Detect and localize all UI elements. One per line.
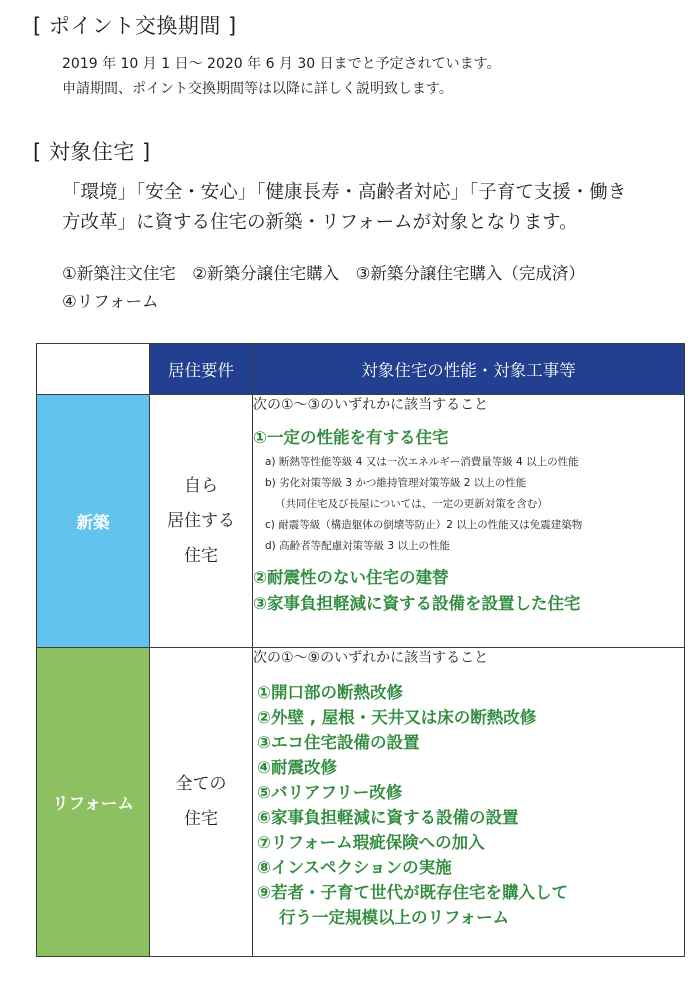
new-build-sub-list [253, 452, 684, 557]
sub-item: a) 断熱等性能等級 4 又は一次エネルギー消費量等級 4 以上の性能 [265, 456, 579, 468]
reform-item: ⑤バリアフリー改修 [257, 783, 403, 802]
sub-item: d) 高齢者等配慮対策等級 3 以上の性能 [265, 540, 450, 552]
reform-item-continuation: 行う一定規模以上のリフォーム [279, 908, 510, 927]
new-build-item-1: ①一定の性能を有する住宅 [253, 428, 449, 447]
target-heading: [ 対象住宅 ] [33, 140, 151, 164]
period-line: 申請期間、ポイント交換期間等は以降に詳しく説明致します。 [62, 81, 453, 97]
reform-item: ④耐震改修 [257, 758, 337, 777]
header-requirement: 居住要件 [150, 344, 253, 395]
requirement-line: 住宅 [184, 809, 218, 829]
requirement-new-build [150, 395, 253, 648]
period-line: 2019 年 10 月 1 日～ 2020 年 6 月 30 日までと予定されています。 [62, 56, 501, 72]
requirement-line: 住宅 [184, 545, 218, 566]
requirement-line: 居住する [167, 510, 235, 531]
target-line: 「環境」「安全・安心」「健康長寿・高齢者対応」「子育て支援・働き [62, 182, 627, 203]
header-blank [37, 344, 150, 395]
target-text [62, 178, 626, 238]
sub-item: （共同住宅及び長屋については、一定の更新対策を含む） [275, 498, 548, 510]
reform-item: ①開口部の断熱改修 [257, 683, 403, 702]
types-line: ①新築注文住宅 ②新築分譲住宅購入 ③新築分譲住宅購入（完成済） [62, 264, 585, 283]
performance-new-build [253, 395, 685, 648]
reform-item: ⑦リフォーム瑕疵保険への加入 [257, 833, 485, 852]
sub-item: b) 劣化対策等級 3 かつ維持管理対策等級 2 以上の性能 [265, 477, 527, 489]
category-new-build: 新築 [37, 395, 150, 648]
reform-item: ⑥家事負担軽減に資する設備の設置 [257, 808, 519, 827]
sub-item: c) 耐震等級（構造躯体の倒壊等防止）2 以上の性能又は免震建築物 [265, 519, 583, 531]
target-line: 方改革」に資する住宅の新築・リフォームが対象となります。 [62, 212, 578, 233]
period-heading: [ ポイント交換期間 ] [33, 14, 237, 38]
category-reform: リフォーム [37, 648, 150, 957]
new-build-item-3: ③家事負担軽減に資する設備を設置した住宅 [253, 594, 581, 613]
reform-item: ⑨若者・子育て世代が既存住宅を購入して [257, 883, 568, 902]
reform-item-list [253, 680, 684, 930]
new-build-item-2: ②耐震性のない住宅の建替 [253, 568, 449, 587]
requirement-line: 自ら [184, 475, 218, 496]
period-text [62, 52, 501, 102]
requirement-reform [150, 648, 253, 957]
new-build-intro: 次の①～③のいずれかに該当すること [253, 397, 489, 413]
requirement-line: 全ての [175, 774, 227, 794]
types-line: ④リフォーム [62, 292, 159, 311]
target-types [62, 260, 585, 316]
table-row-new-build [37, 395, 685, 648]
performance-reform [253, 648, 685, 957]
reform-item: ⑧インスペクションの実施 [257, 858, 452, 877]
table-header-row [37, 344, 685, 395]
table-row-reform [37, 648, 685, 957]
reform-item: ②外壁 , 屋根・天井又は床の断熱改修 [257, 708, 537, 727]
eligibility-table [36, 343, 685, 957]
reform-intro: 次の①～⑨のいずれかに該当すること [253, 650, 489, 666]
header-performance: 対象住宅の性能・対象工事等 [253, 344, 685, 395]
reform-item: ③エコ住宅設備の設置 [257, 733, 420, 752]
